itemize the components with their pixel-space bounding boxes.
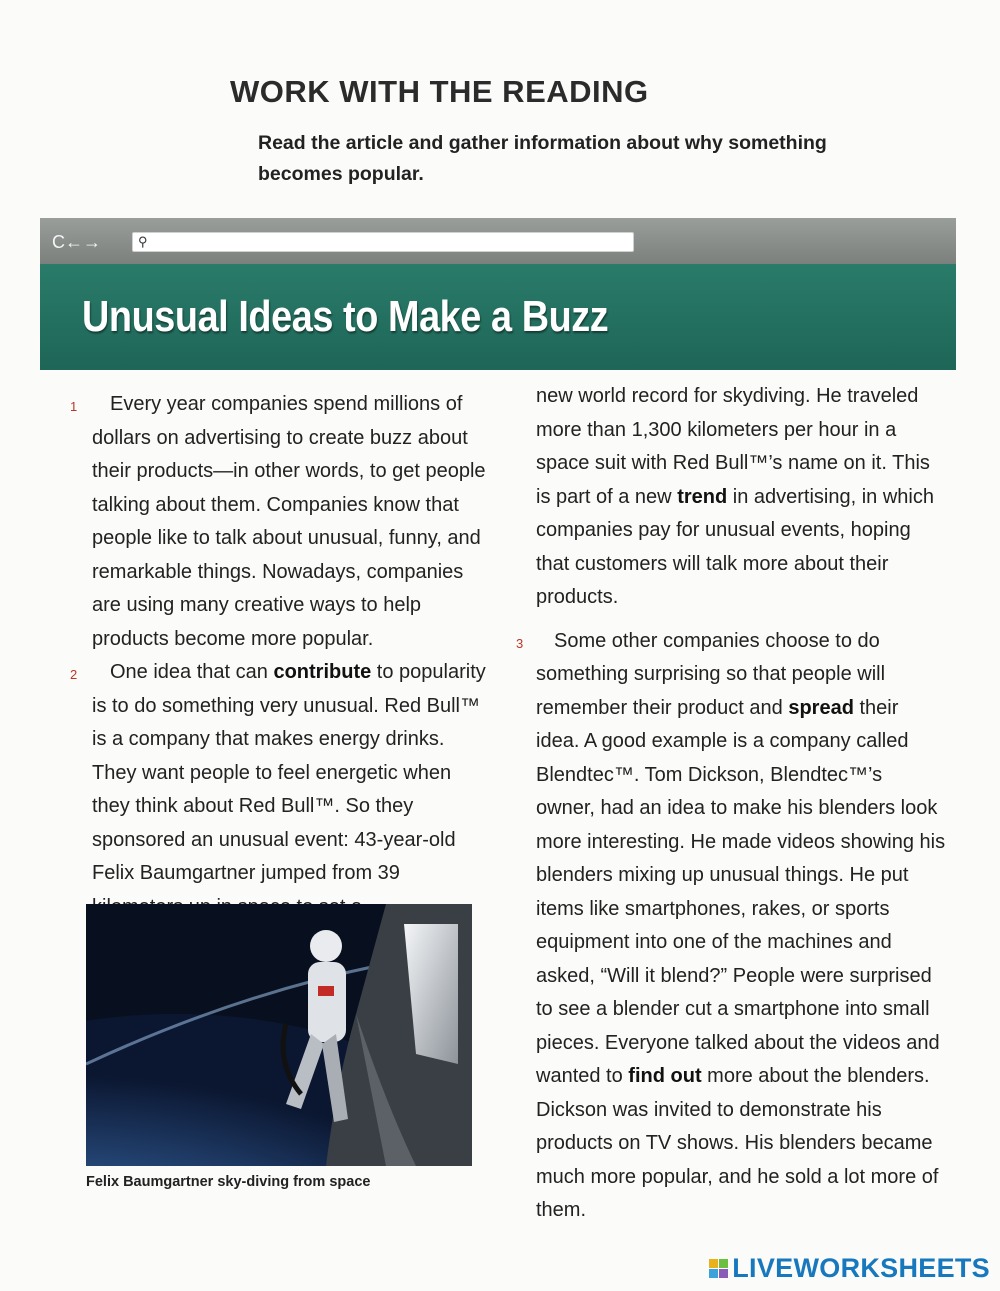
paragraph-text: in advertising, in which companies pay for unusual events, hoping that customers will talk more about their products. [536, 485, 934, 608]
browser-nav-icons: C←→ [52, 232, 101, 252]
keyword-find-out: find out [628, 1065, 702, 1087]
paragraph-text-continued: to popularity is to do something very unusual. Red Bull™ is a company that makes energy drinks. They want people to feel energetic when they think about Red Bull™. So they sponsored an unusual event: 43-year-old Felix Baumgartner jumped from 39 [92, 661, 486, 884]
paragraph-text: Every year companies spend millions of dollars on advertising to create buzz about their products—in other words, to get people talking about them. Companies know that people like to talk about unusual, funny, and remarkable things. Nowadays, companies are using many creative ways to help products become more popular. [92, 393, 486, 650]
address-bar [132, 232, 634, 252]
search-icon: ⚲ [138, 234, 148, 249]
paragraph-text: Some other companies choose to do something surprising so that people will remember their product and [536, 629, 886, 719]
section-heading: WORK WITH THE READING [230, 74, 649, 109]
keyword-trend: trend [677, 485, 728, 508]
paragraph-text-continued: new world record for skydiving. He traveled more than 1,300 kilometers per hour in a space suit with Red Bull™’s name on it. This is part of a new [536, 385, 930, 508]
paragraph-number: 2 [70, 667, 78, 682]
brand-name: LIVEWORKSHEETS [732, 1253, 990, 1283]
article-banner [40, 264, 956, 370]
skydiver-illustration [86, 904, 472, 1166]
skydiving-photo [86, 904, 472, 1166]
liveworksheets-brand [709, 1253, 990, 1284]
left-column [70, 388, 492, 924]
instructions: Read the article and gather information about why something becomes popular. [258, 132, 827, 185]
paragraph-number: 1 [70, 399, 78, 414]
paragraph-number: 3 [516, 635, 524, 651]
keyword-contribute: contribute [273, 661, 372, 683]
paragraph-text: One idea that can [110, 661, 274, 683]
photo-caption: Felix Baumgartner sky-diving from space [86, 1174, 371, 1190]
article-title: Unusual Ideas to Make a Buzz [82, 292, 609, 341]
paragraph-2 [70, 656, 492, 924]
paragraph-2-continued [536, 380, 946, 615]
keyword-spread: spread [788, 696, 854, 719]
paragraph-3 [516, 625, 946, 1228]
right-column [516, 380, 946, 1228]
paragraph-text: more about the blenders. Dickson was invited to demonstrate his products on TV shows. His blenders became much more popular, and he sold a lot more of them. [536, 1065, 939, 1221]
browser-toolbar [40, 218, 956, 264]
brand-logo-icon [709, 1259, 728, 1278]
paragraph-text: their idea. A good example is a company called Blendtec™. Tom Dickson, Blendtec™’s owner, had an idea to make his blenders look more interesting. He made videos showing his blenders mixing up unusual things. He put items like smartphones, rakes, or sports equipment into one of the machines and asked, “Will it blend?” People were surprised to see a blender cut a smartphone into small pieces. Everyone talked about the videos and wanted to [536, 696, 946, 1087]
paragraph-1 [70, 388, 492, 656]
